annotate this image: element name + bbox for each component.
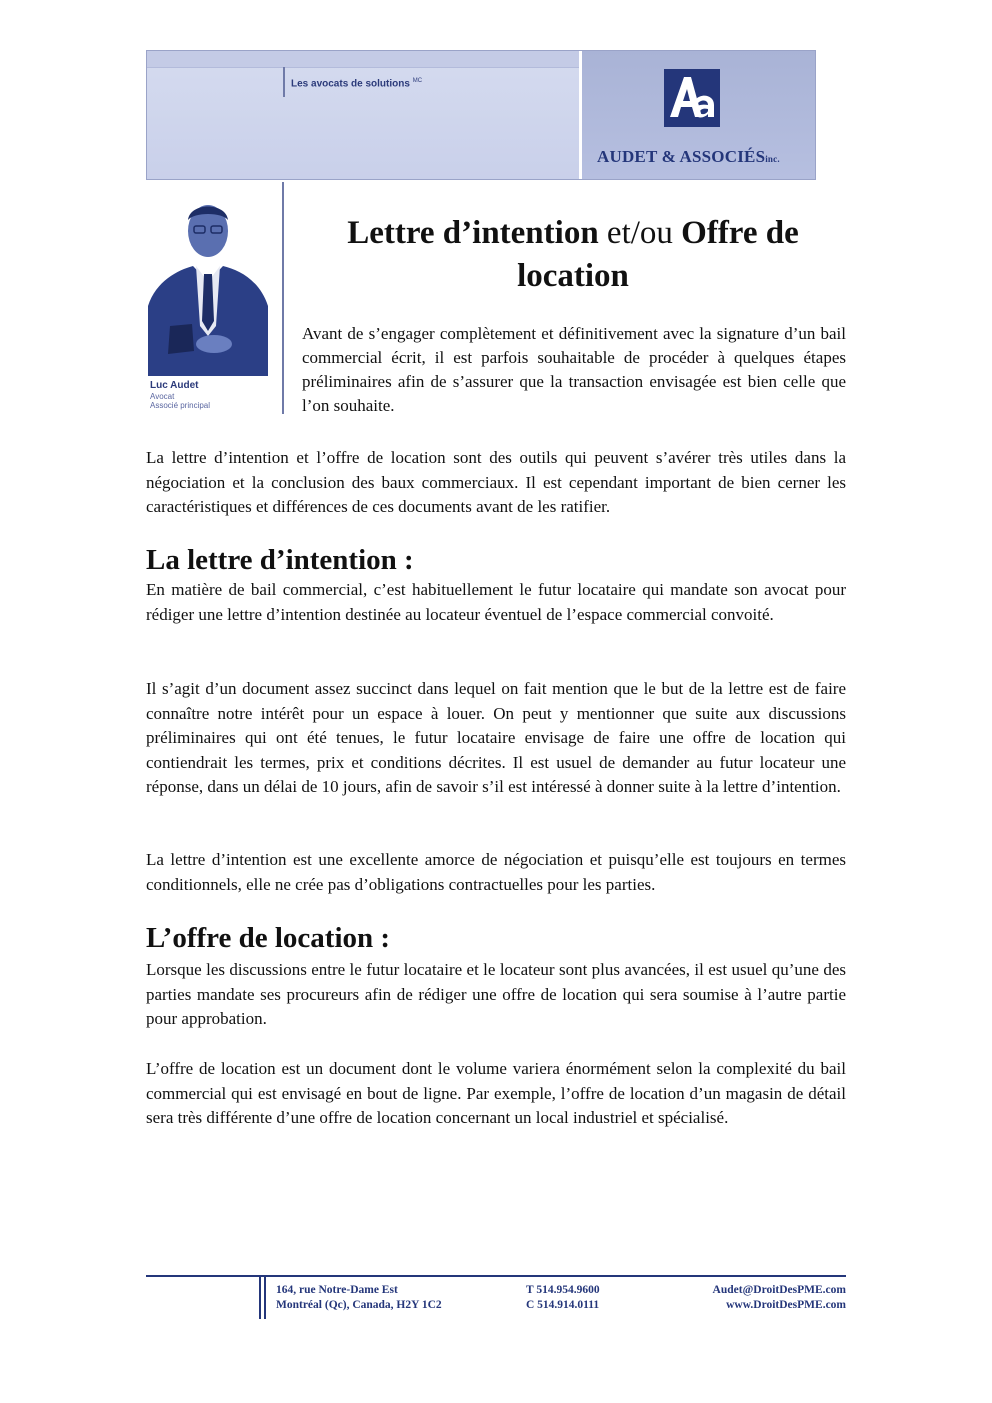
tagline-text: Les avocats de solutions — [291, 78, 410, 90]
section-2-paragraph-2: L’offre de location est un document dont le volume variera énormément selon la complexité du bail commercial qui est envisagé en bout de ligne. Par exemple, l’offre de location d’un magasin de détail sera très différente d’une offre de location concernant un local industriel et spécialisé. — [146, 1059, 846, 1127]
paragraph-overview: La lettre d’intention et l’offre de location sont des outils qui peuvent s’avérer très utiles dans la négociation et la conclusion des baux commerciaux. Il est cependant important de bien cerner les caractéristiques et différences de ces documents avant de les ratifier. — [146, 448, 846, 516]
title-part-1: Lettre d’intention — [347, 215, 599, 251]
lawyer-profile — [146, 182, 284, 412]
lawyer-role: Avocat — [150, 392, 175, 401]
firm-suffix: inc. — [765, 154, 780, 164]
firm-name — [597, 147, 780, 167]
section-2-paragraph-1: Lorsque les discussions entre le futur locataire et le locateur sont plus avancées, il est usuel qu’une des parties mandate ses procureurs afin de rédiger une offre de location qui sera soumise à l’autre partie pour approbation. — [146, 960, 846, 1028]
footer-cell: C 514.914.0111 — [526, 1299, 600, 1311]
banner-top-strip — [147, 51, 579, 68]
firm-name-text: AUDET & ASSOCIÉS — [597, 147, 766, 166]
footer-website-link[interactable]: www.DroitDesPME.com — [726, 1299, 846, 1311]
document-title — [300, 212, 846, 298]
section-1-paragraph-2: Il s’agit d’un document assez succinct dans lequel on fait mention que le but de la lettre est de faire connaître notre intérêt pour un espace à louer. On peut y mentionner que suite aux discussions préliminaires qui ont été tenues, le futur locataire envisage de faire une offre de location qui contiendrait les termes, prix et conditions décrites. Il est usuel de demander au futur locateur une réponse, dans un délai de 10 jours, afin de savoir s’il est intéressé à donner suite à la lettre d’intention. — [146, 679, 846, 796]
section-heading-offer: L’offre de location : — [146, 922, 391, 954]
banner-divider — [283, 67, 285, 97]
section-heading-letter: La lettre d’intention : — [146, 544, 414, 576]
footer-phone: T 514.954.9600 — [526, 1284, 600, 1296]
footer-email-link[interactable]: Audet@DroitDesPME.com — [712, 1284, 846, 1296]
footer-address-line-2: Montréal (Qc), Canada, H2Y 1C2 — [276, 1299, 442, 1311]
section-1-paragraph-1: En matière de bail commercial, c’est habituellement le futur locataire qui mandate son avocat pour rédiger une lettre d’intention destinée au locateur éventuel de l’espace commercial convoité. — [146, 580, 846, 624]
firm-logo-icon — [664, 69, 720, 127]
profile-divider — [282, 182, 284, 414]
tagline — [291, 78, 422, 89]
footer-rule — [146, 1275, 846, 1277]
header-banner — [146, 50, 816, 180]
footer-divider-secondary — [264, 1277, 266, 1319]
tagline-mark: MC — [412, 78, 423, 84]
intro-paragraph: Avant de s’engager complètement et définitivement avec la signature d’un bail commercial écrit, il est parfois souhaitable de procéder à quelques étapes préliminaires afin de s’assurer que la transaction envisagée est bien celle que l’on souhaite. — [302, 324, 846, 415]
title-part-2: et/ou — [598, 215, 682, 251]
lawyer-name: Luc Audet — [150, 380, 199, 391]
lawyer-position: Associé principal — [150, 401, 211, 410]
footer-divider — [259, 1277, 261, 1319]
banner-right-panel — [582, 51, 815, 179]
section-1-paragraph-3: La lettre d’intention est une excellente amorce de négociation et puisqu’elle est toujours en termes conditionnels, elle ne crée pas d’obligations contractuelles pour les parties. — [146, 850, 846, 894]
footer-address-line-1: 164, rue Notre-Dame Est — [276, 1284, 398, 1296]
banner-left-panel — [147, 51, 579, 179]
title-part-3: Offre de location — [517, 215, 799, 294]
lawyer-portrait-icon — [148, 186, 268, 376]
